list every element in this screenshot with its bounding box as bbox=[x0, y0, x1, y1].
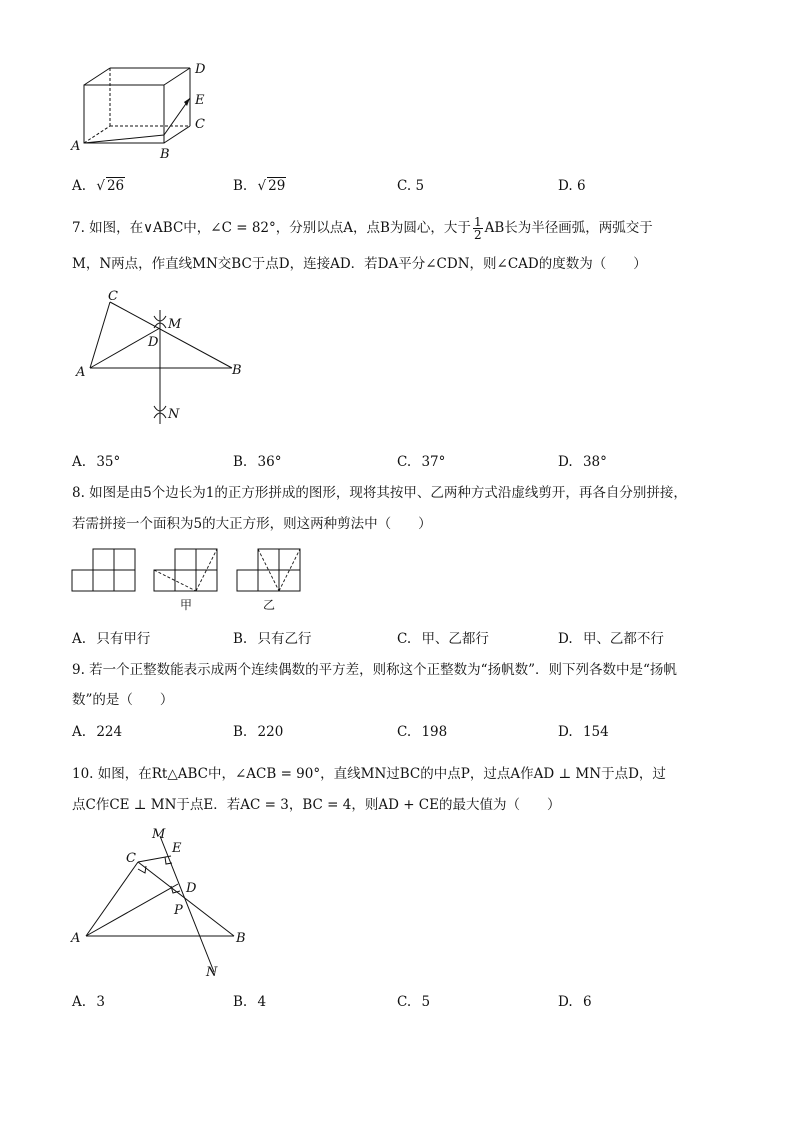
option-letter: B. bbox=[233, 994, 248, 1010]
q10-label-d: D bbox=[186, 881, 197, 896]
option-letter: C. bbox=[397, 724, 412, 740]
q10-label-c: C bbox=[126, 851, 136, 866]
q10-option-a[interactable] bbox=[72, 993, 105, 1011]
q6-option-b[interactable]: B. √ 29 bbox=[233, 178, 286, 194]
option-letter: B. bbox=[233, 631, 248, 647]
option-value: 36° bbox=[257, 454, 282, 470]
option-value: 6 bbox=[582, 994, 592, 1010]
q8-text-line1: 8. 如图是由5个边长为1的正方形拼成的图形，现将其按甲、乙两种方式沿虚线剪开，再各自分别拼接， bbox=[72, 485, 687, 501]
option-letter: C. bbox=[397, 178, 412, 194]
option-letter: A. bbox=[72, 994, 87, 1010]
option-value: 224 bbox=[96, 724, 123, 740]
option-letter: D. bbox=[558, 631, 573, 647]
q10-triangle-figure bbox=[68, 824, 268, 984]
option-letter: B. bbox=[233, 454, 248, 470]
q7-triangle-figure bbox=[72, 288, 262, 438]
q7-text-line1: 7. 如图，在∨ABC中，∠C = 82°，分别以点A，点B为圆心，大于 $\frac{1}{2}$ AB长为半径画弧，两弧交于 bbox=[72, 215, 653, 242]
q8-label-jia: 甲 bbox=[180, 598, 193, 612]
option-value: 220 bbox=[257, 724, 284, 740]
q6-label-c: C bbox=[195, 117, 205, 132]
q8-option-b[interactable] bbox=[233, 630, 312, 648]
q10-text-line2: 点C作CE ⊥ MN于点E．若AC = 3，BC = 4，则AD + CE的最大值为（ ） bbox=[72, 797, 561, 813]
option-value: 只有甲行 bbox=[96, 631, 151, 647]
option-letter: D. bbox=[558, 178, 573, 194]
q10-label-b: B bbox=[236, 931, 246, 946]
option-letter: A. bbox=[72, 631, 87, 647]
q7-option-d[interactable] bbox=[558, 453, 607, 471]
q8-text-line2: 若需拼接一个面积为5的大正方形，则这两种剪法中（ ） bbox=[72, 516, 432, 532]
q10-option-c[interactable] bbox=[397, 993, 430, 1011]
q7-label-n: N bbox=[168, 407, 180, 422]
q6-cuboid-figure bbox=[68, 60, 218, 170]
option-value: 甲、乙都不行 bbox=[582, 631, 664, 647]
q6-option-a[interactable]: A. √ 26 bbox=[72, 178, 125, 194]
option-letter: B. bbox=[233, 724, 248, 740]
q6-label-e: E bbox=[195, 93, 205, 108]
q6-label-d: D bbox=[195, 62, 206, 77]
q6-label-b: B bbox=[160, 147, 170, 162]
option-value: 154 bbox=[582, 724, 609, 740]
option-value: 35° bbox=[96, 454, 121, 470]
q10-label-a: A bbox=[71, 931, 81, 946]
option-value: 3 bbox=[96, 994, 105, 1010]
option-letter: D. bbox=[558, 454, 573, 470]
q9-option-b[interactable] bbox=[233, 723, 283, 741]
q6-label-a: A bbox=[71, 139, 81, 154]
q7-label-a: A bbox=[76, 365, 86, 380]
option-letter: C. bbox=[397, 994, 412, 1010]
q9-text-line2: 数”的是（ ） bbox=[72, 692, 174, 708]
option-letter: A. bbox=[72, 454, 87, 470]
option-value: 198 bbox=[421, 724, 448, 740]
q9-option-d[interactable] bbox=[558, 723, 609, 741]
option-value: 4 bbox=[257, 994, 267, 1010]
q6-option-d[interactable] bbox=[558, 177, 586, 195]
q7-option-b[interactable] bbox=[233, 453, 281, 471]
q8-squares-figure bbox=[70, 546, 310, 616]
q9-option-a[interactable] bbox=[72, 723, 122, 741]
option-letter: A. bbox=[72, 724, 87, 740]
option-value: 甲、乙都行 bbox=[421, 631, 489, 647]
option-value: 26 bbox=[106, 178, 125, 194]
q7-label-d: D bbox=[148, 335, 159, 350]
q10-label-e: E bbox=[172, 841, 182, 856]
option-value: 29 bbox=[268, 178, 286, 194]
q7-fraction: $\frac{1}{2}$ bbox=[473, 215, 482, 242]
option-letter: C. bbox=[397, 631, 412, 647]
option-letter: B. bbox=[233, 178, 248, 194]
option-letter: D. bbox=[558, 724, 573, 740]
option-letter: D. bbox=[558, 994, 573, 1010]
q10-label-p: P bbox=[174, 903, 183, 918]
q7-label-c: C bbox=[108, 289, 118, 304]
q8-option-d[interactable] bbox=[558, 630, 664, 648]
q10-label-m: M bbox=[152, 827, 166, 842]
option-value: 6 bbox=[576, 178, 586, 194]
option-value: 38° bbox=[582, 454, 607, 470]
q8-option-c[interactable] bbox=[397, 630, 489, 648]
q10-text-line1: 10. 如图，在Rt△ABC中，∠ACB = 90°，直线MN过BC的中点P，过点A作AD ⊥ MN于点D，过 bbox=[72, 766, 666, 782]
option-letter: A. bbox=[72, 178, 87, 194]
q10-option-b[interactable] bbox=[233, 993, 266, 1011]
q9-option-c[interactable] bbox=[397, 723, 447, 741]
q10-option-d[interactable] bbox=[558, 993, 592, 1011]
q7-option-a[interactable] bbox=[72, 453, 120, 471]
option-letter: C. bbox=[397, 454, 412, 470]
option-value: 5 bbox=[415, 178, 425, 194]
option-value: 只有乙行 bbox=[257, 631, 312, 647]
q7-label-m: M bbox=[168, 317, 182, 332]
q7-text-line2: M，N两点，作直线MN交BC于点D，连接AD．若DA平分∠CDN，则∠CAD的度数为（ ） bbox=[72, 256, 647, 272]
option-value: 37° bbox=[421, 454, 446, 470]
option-value: 5 bbox=[421, 994, 431, 1010]
q7-label-b: B bbox=[232, 363, 242, 378]
q8-label-yi: 乙 bbox=[263, 598, 276, 612]
q9-text-line1: 9. 若一个正整数能表示成两个连续偶数的平方差，则称这个正整数为“扬帆数”．则下列各数中是“扬帆 bbox=[72, 662, 677, 678]
q7-option-c[interactable] bbox=[397, 453, 445, 471]
q10-label-n: N bbox=[206, 965, 218, 980]
q8-option-a[interactable] bbox=[72, 630, 150, 648]
q6-option-c[interactable] bbox=[397, 177, 424, 195]
